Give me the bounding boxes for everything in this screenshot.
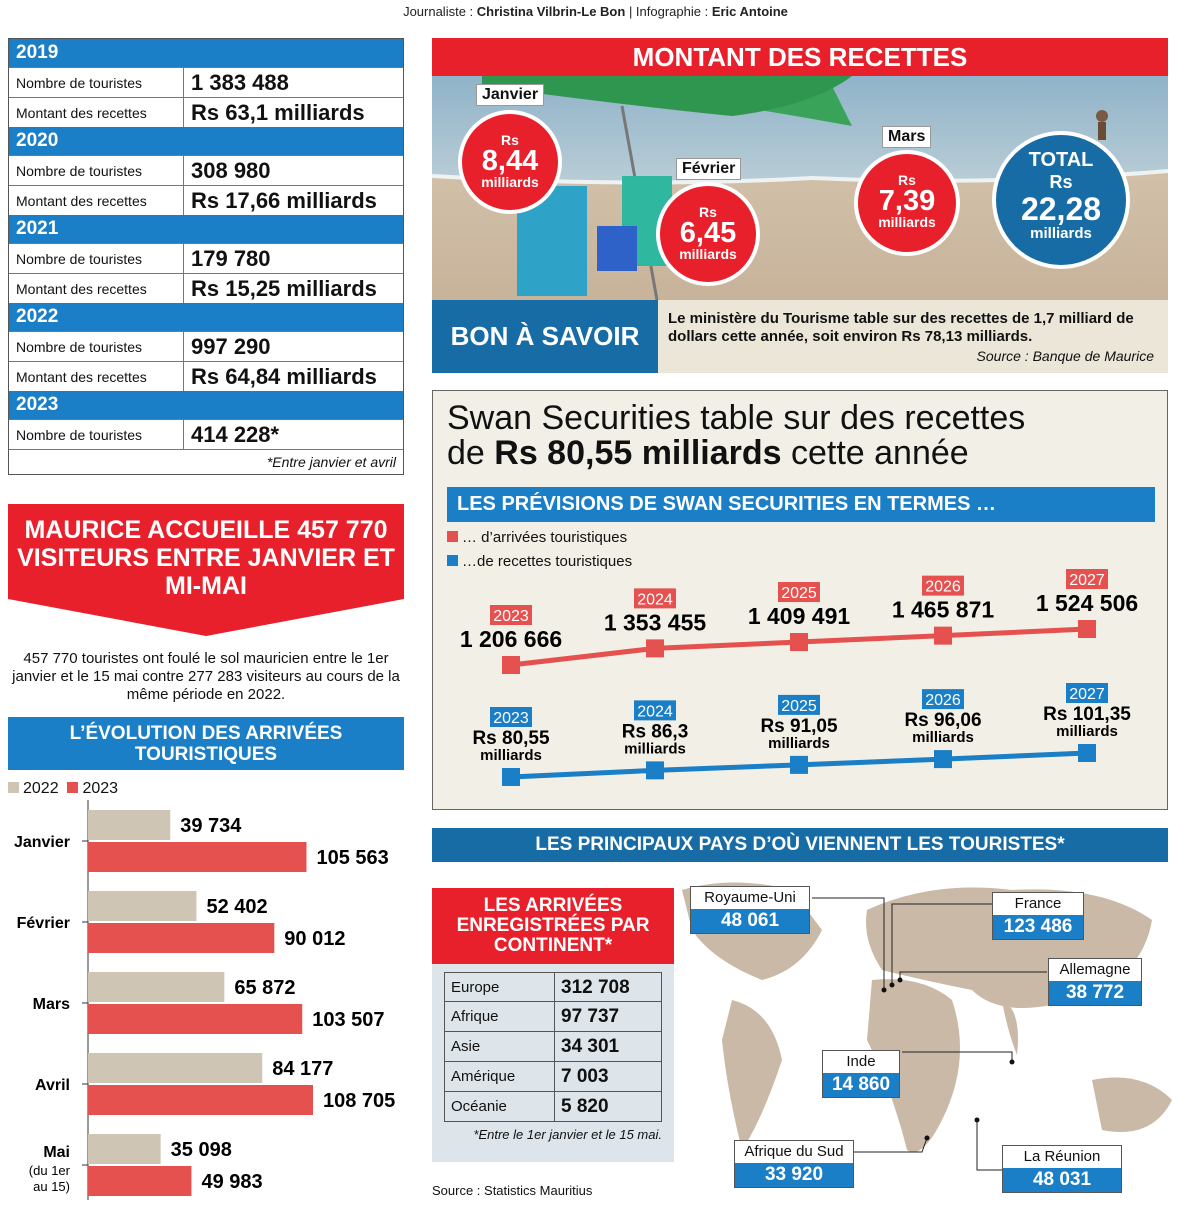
country-value: 38 772 xyxy=(1049,981,1141,1005)
visitors-text: 457 770 touristes ont foulé le sol mauricien entre le 1er janvier et le 15 mai contre 277 283 visiteurs au cours de la même période en 2022. xyxy=(12,650,400,703)
arrivals-point xyxy=(646,639,664,657)
arrivals-year-label: 2024 xyxy=(637,591,673,609)
bubble-unit: milliards xyxy=(878,214,936,230)
swan-subtitle: LES PRÉVISIONS DE SWAN SECURITIES EN TERMES … xyxy=(447,487,1155,522)
continent-value: 34 301 xyxy=(555,1032,661,1061)
stat-label: Montant des recettes xyxy=(9,98,184,127)
month-label-fevrier: Février xyxy=(676,158,741,180)
bar-2023-janvier xyxy=(88,842,306,872)
bubble-rs: Rs xyxy=(699,204,717,220)
year-header: 2019 xyxy=(9,39,403,67)
legend-receipts-label: …de recettes touristiques xyxy=(462,553,633,570)
continent-rows xyxy=(444,972,662,1122)
byline-label: | Infographie : xyxy=(625,4,712,19)
arrivals-point xyxy=(1078,620,1096,638)
receipts-unit-label: milliards xyxy=(480,747,542,764)
bar-value-label: 103 507 xyxy=(312,1009,385,1031)
arrivals-value-label: 1 524 506 xyxy=(1035,590,1139,616)
stat-label: Nombre de touristes xyxy=(9,244,184,273)
journalist-name: Christina Vilbrin-Le Bon xyxy=(476,4,626,19)
total-unit: milliards xyxy=(1030,225,1092,242)
bar-value-label: 105 563 xyxy=(316,847,389,869)
bubble-mars xyxy=(854,150,960,256)
receipts-unit-label: milliards xyxy=(1056,723,1118,740)
country-la-reunion xyxy=(1002,1145,1122,1193)
stat-row xyxy=(9,185,403,215)
swan-line-chart xyxy=(433,561,1169,806)
bubble-rs: Rs xyxy=(501,132,519,148)
category-label: Janvier xyxy=(13,834,70,851)
bon-a-savoir-text: Le ministère du Tourisme table sur des recettes de 1,7 milliard de dollars cette année, soit environ Rs 78,13 milliards. xyxy=(668,310,1134,345)
receipts-point xyxy=(1078,744,1096,762)
bar-value-label: 108 705 xyxy=(323,1090,396,1112)
stat-value: 997 290 xyxy=(191,334,271,359)
receipts-unit-label: milliards xyxy=(624,740,686,758)
legend-swatch-2022 xyxy=(8,782,19,793)
country-value: 123 486 xyxy=(993,915,1083,939)
month-label-janvier: Janvier xyxy=(476,84,544,106)
receipts-year-label: 2024 xyxy=(637,703,673,721)
stat-row xyxy=(9,273,403,303)
recettes-title: MONTANT DES RECETTES xyxy=(432,38,1168,76)
continent-note: *Entre le 1er janvier et le 15 mai. xyxy=(473,1127,662,1142)
continent-row xyxy=(444,1092,662,1122)
stat-value: Rs 17,66 milliards xyxy=(191,188,377,213)
year-header: 2023 xyxy=(9,391,403,419)
year-header: 2021 xyxy=(9,215,403,243)
bon-a-savoir-source: Source : Banque de Maurice xyxy=(976,348,1154,364)
year-header: 2022 xyxy=(9,303,403,331)
country-france xyxy=(992,892,1084,940)
bubble-value: 6,45 xyxy=(679,217,737,249)
receipts-value-label: Rs 80,55 xyxy=(472,728,550,749)
bon-a-savoir-title: BON À SAVOIR xyxy=(432,300,658,373)
receipts-year-label: 2025 xyxy=(781,697,817,715)
bar-value-label: 49 983 xyxy=(201,1171,263,1193)
continent-title: LES ARRIVÉES ENREGISTRÉES PAR CONTINENT* xyxy=(432,888,674,964)
category-sublabel: (du 1er xyxy=(28,1163,70,1178)
bubble-rs: Rs xyxy=(898,172,916,188)
stat-label: Nombre de touristes xyxy=(9,420,184,449)
bubble-unit: milliards xyxy=(481,174,539,190)
arrivals-year-label: 2027 xyxy=(1069,572,1105,589)
bar-2023-mars xyxy=(88,1004,302,1034)
receipts-unit-label: milliards xyxy=(768,734,830,752)
evolution-bar-chart xyxy=(0,800,420,1210)
swan-title-post: cette année xyxy=(781,434,969,472)
category-label: Mai xyxy=(43,1144,70,1161)
bubble-unit: milliards xyxy=(679,246,737,262)
stat-row xyxy=(9,419,403,449)
bar-value-label: 39 734 xyxy=(180,815,242,837)
continent-value: 7 003 xyxy=(555,1062,661,1091)
continent-row xyxy=(444,1032,662,1062)
arrivals-value-label: 1 206 666 xyxy=(459,626,563,652)
country-value: 48 031 xyxy=(1003,1168,1121,1192)
swan-title-bold: Rs 80,55 milliards xyxy=(494,434,782,472)
visitors-title: MAURICE ACCUEILLE 457 770 VISITEURS ENTRE JANVIER ET MI-MAI xyxy=(17,516,395,600)
stats-note: *Entre janvier et avril xyxy=(9,449,403,474)
infographer-name: Eric Antoine xyxy=(711,4,788,19)
continent-name: Afrique xyxy=(445,1002,555,1031)
year-header: 2020 xyxy=(9,127,403,155)
receipts-point xyxy=(790,756,808,774)
swan-forecast-panel xyxy=(432,390,1168,810)
receipts-point xyxy=(646,761,664,779)
stat-row xyxy=(9,97,403,127)
world-map xyxy=(672,870,1191,1220)
arrivals-year-label: 2025 xyxy=(781,585,817,603)
bar-2022-mars xyxy=(88,972,224,1002)
stat-label: Nombre de touristes xyxy=(9,332,184,361)
country-name: La Réunion xyxy=(1023,1148,1101,1165)
bar-value-label: 84 177 xyxy=(272,1058,334,1080)
byline xyxy=(0,4,1191,19)
stat-value: 414 228* xyxy=(191,422,280,447)
stat-value: Rs 63,1 milliards xyxy=(191,100,365,125)
country-allemagne xyxy=(1048,958,1142,1006)
arrivals-value-label: 1 409 491 xyxy=(747,603,851,630)
countries-title: LES PRINCIPAUX PAYS D’OÙ VIENNENT LES TOURISTES* xyxy=(432,828,1168,862)
bar-2023-avril xyxy=(88,1085,313,1115)
total-label: TOTAL xyxy=(1028,149,1094,171)
bar-value-label: 65 872 xyxy=(234,977,296,999)
swan-title-pre: de xyxy=(447,434,495,472)
country-value: 48 061 xyxy=(691,909,809,933)
receipts-point xyxy=(502,768,520,786)
category-sublabel: au 15) xyxy=(33,1179,70,1194)
legend-arrivals-label: … d’arrivées touristiques xyxy=(462,529,628,546)
continent-value: 5 820 xyxy=(555,1092,661,1121)
stat-row xyxy=(9,155,403,185)
legend-label-2022: 2022 xyxy=(23,780,59,797)
stat-label: Nombre de touristes xyxy=(9,68,184,97)
receipts-point xyxy=(934,750,952,768)
stat-value: Rs 64,84 milliards xyxy=(191,364,377,389)
receipts-value-label: Rs 91,05 xyxy=(760,715,838,737)
bar-value-label: 35 098 xyxy=(170,1139,232,1161)
stat-value: 308 980 xyxy=(191,158,271,183)
legend-swatch-2023 xyxy=(67,782,78,793)
continent-row xyxy=(444,1002,662,1032)
bar-2023-mai xyxy=(88,1166,191,1196)
country-value: 14 860 xyxy=(823,1073,899,1097)
stat-row xyxy=(9,243,403,273)
bar-2022-janvier xyxy=(88,810,170,840)
category-label: Mars xyxy=(32,996,70,1013)
bar-value-label: 90 012 xyxy=(284,928,346,950)
yearly-stats-table xyxy=(8,38,404,475)
bon-a-savoir-box xyxy=(658,300,1168,373)
swan-title xyxy=(447,401,1025,471)
receipts-unit-label: milliards xyxy=(912,729,974,747)
legend-swatch-red xyxy=(447,531,458,542)
bubble-value: 7,39 xyxy=(878,185,936,217)
bar-2023-février xyxy=(88,923,274,953)
bar-2022-mai xyxy=(88,1134,161,1164)
beach-photo-panel xyxy=(432,76,1168,300)
receipts-year-label: 2026 xyxy=(925,692,961,710)
evolution-chart-title: L’ÉVOLUTION DES ARRIVÉES TOURISTIQUES xyxy=(8,717,404,770)
category-label: Février xyxy=(16,915,70,932)
stat-value: 1 383 488 xyxy=(191,70,289,95)
month-label-mars: Mars xyxy=(882,126,931,148)
continent-name: Océanie xyxy=(445,1092,555,1121)
legend-label-2023: 2023 xyxy=(82,780,119,797)
bubble-value: 8,44 xyxy=(481,145,539,177)
stat-label: Nombre de touristes xyxy=(9,156,184,185)
stat-row xyxy=(9,361,403,391)
stat-value: Rs 15,25 milliards xyxy=(191,276,377,301)
receipts-value-label: Rs 86,3 xyxy=(621,721,689,743)
continent-table xyxy=(432,964,674,1162)
country-name: Afrique du Sud xyxy=(744,1143,844,1160)
arrivals-point xyxy=(934,627,952,645)
arrivals-year-label: 2023 xyxy=(493,608,529,625)
stat-label: Montant des recettes xyxy=(9,274,184,303)
arrivals-point xyxy=(790,633,808,651)
receipts-year-label: 2027 xyxy=(1069,686,1105,703)
bar-value-label: 52 402 xyxy=(206,896,268,918)
country-value: 33 920 xyxy=(735,1163,853,1187)
stat-label: Montant des recettes xyxy=(9,362,184,391)
visitors-headline xyxy=(8,504,404,636)
continent-row xyxy=(444,972,662,1002)
bar-chart-legend xyxy=(8,780,118,798)
byline-label: Journaliste : xyxy=(403,4,477,19)
country-name: Inde xyxy=(846,1053,876,1070)
arrivals-value-label: 1 353 455 xyxy=(603,609,707,636)
country-name: France xyxy=(1014,895,1062,912)
bar-2022-avril xyxy=(88,1053,262,1083)
arrivals-point xyxy=(502,656,520,674)
continent-value: 97 737 xyxy=(555,1002,661,1031)
country-name: Royaume-Uni xyxy=(704,889,796,906)
bubble-total xyxy=(992,131,1130,269)
arrivals-value-label: 1 465 871 xyxy=(891,596,995,623)
receipts-value-label: Rs 101,35 xyxy=(1043,704,1131,725)
stat-row xyxy=(9,331,403,361)
stat-value: 179 780 xyxy=(191,246,271,271)
receipts-year-label: 2023 xyxy=(493,710,529,727)
category-label: Avril xyxy=(35,1077,70,1094)
continent-name: Europe xyxy=(445,973,555,1001)
bubble-fevrier xyxy=(656,182,760,286)
continent-name: Amérique xyxy=(445,1062,555,1091)
continent-name: Asie xyxy=(445,1032,555,1061)
bar-2022-février xyxy=(88,891,196,921)
receipts-value-label: Rs 96,06 xyxy=(904,710,982,732)
statistics-source: Source : Statistics Mauritius xyxy=(432,1183,593,1198)
country-royaume-uni xyxy=(690,886,810,934)
total-rs: Rs xyxy=(1049,172,1073,192)
total-value: 22,28 xyxy=(1020,191,1102,227)
stat-label: Montant des recettes xyxy=(9,186,184,215)
continent-row xyxy=(444,1062,662,1092)
country-name: Allemagne xyxy=(1059,961,1131,978)
country-inde xyxy=(822,1050,900,1098)
swan-title-line1: Swan Securities table sur des recettes xyxy=(447,399,1026,437)
country-afrique-du-sud xyxy=(734,1140,854,1188)
stat-row xyxy=(9,67,403,97)
legend-arrivals xyxy=(447,529,627,546)
continent-value: 312 708 xyxy=(555,973,661,1001)
bubble-janvier xyxy=(458,110,562,214)
arrivals-year-label: 2026 xyxy=(925,578,961,596)
